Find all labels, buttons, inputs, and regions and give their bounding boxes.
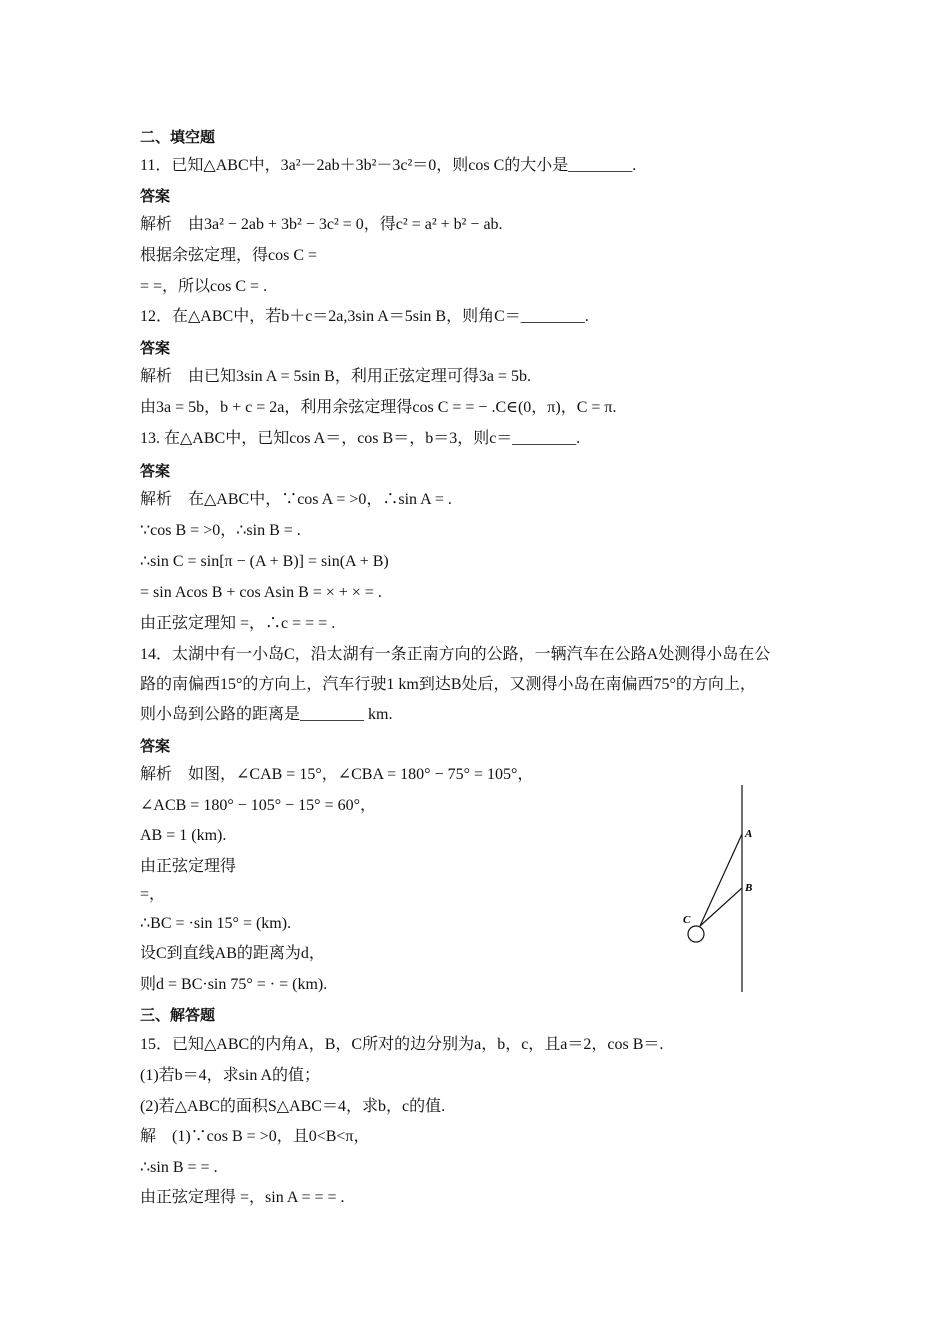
label-a: A bbox=[745, 828, 753, 840]
text-line: 设C到直线AB的距离为d， bbox=[140, 945, 325, 962]
text-line: 由正弦定理得 bbox=[140, 858, 237, 875]
text-line: = =，所以cos C = . bbox=[140, 278, 268, 295]
text-line: ∴BC = ·sin 15° = (km). bbox=[140, 915, 292, 932]
label-c: C bbox=[683, 914, 691, 926]
segment-cb bbox=[700, 888, 742, 926]
text-line: =， bbox=[140, 886, 166, 903]
island-road-figure bbox=[670, 780, 770, 1000]
text-line: 解 (1)∵cos B = >0，且0<B<π， bbox=[140, 1128, 370, 1145]
section-heading: 三、解答题 bbox=[140, 1006, 216, 1024]
text-line: ∠ACB = 180° − 105° − 15° = 60°， bbox=[140, 797, 376, 814]
text-line: 11．已知△ABC中，3a²－2ab＋3b²－3c²＝0，则cos C的大小是________. bbox=[140, 157, 637, 174]
text-line: 解析 在△ABC中，∵cos A = >0，∴sin A = . bbox=[140, 491, 452, 508]
section-heading: 答案 bbox=[140, 187, 171, 205]
segment-ca bbox=[700, 834, 742, 926]
text-line: 解析 如图，∠CAB = 15°，∠CBA = 180° − 75° = 105°， bbox=[140, 766, 534, 783]
section-heading: 答案 bbox=[140, 462, 171, 480]
text-line: 路的南偏西15°的方向上，汽车行驶1 km到达B处后，又测得小岛在南偏西75°的方向上， bbox=[140, 676, 756, 693]
text-line: ∵cos B = >0，∴sin B = . bbox=[140, 522, 301, 539]
text-line: 由3a = 5b，b + c = 2a，利用余弦定理得cos C = = − .C∈(0，π)，C = π. bbox=[140, 399, 617, 416]
island-circle bbox=[688, 926, 704, 942]
text-line: AB = 1 (km). bbox=[140, 827, 227, 844]
text-line: 13. 在△ABC中，已知cos A＝，cos B＝，b＝3，则c＝________. bbox=[140, 430, 581, 447]
text-line: ∴sin B = = . bbox=[140, 1159, 218, 1176]
text-line: 则小岛到公路的距离是________ km. bbox=[140, 706, 393, 723]
text-line: (1)若b＝4，求sin A的值； bbox=[140, 1067, 321, 1084]
text-line: 解析 由已知3sin A = 5sin B，利用正弦定理可得3a = 5b. bbox=[140, 368, 531, 385]
text-line: 14．太湖中有一小岛C，沿太湖有一条正南方向的公路，一辆汽车在公路A处测得小岛在公 bbox=[140, 646, 771, 663]
text-line: ∴sin C = sin[π − (A + B)] = sin(A + B) bbox=[140, 553, 389, 570]
text-line: 由正弦定理知 =，∴c = = = . bbox=[140, 615, 336, 632]
text-line: 解析 由3a² − 2ab + 3b² − 3c² = 0，得c² = a² + b² − ab. bbox=[140, 216, 503, 233]
text-line: 15．已知△ABC的内角A，B，C所对的边分别为a，b，c，且a＝2，cos B＝. bbox=[140, 1036, 664, 1053]
section-heading: 二、填空题 bbox=[140, 128, 216, 146]
text-line: 则d = BC·sin 75° = · = (km). bbox=[140, 976, 328, 993]
section-heading: 答案 bbox=[140, 339, 171, 357]
text-line: 根据余弦定理，得cos C = bbox=[140, 247, 318, 264]
section-heading: 答案 bbox=[140, 737, 171, 755]
label-b: B bbox=[745, 882, 753, 894]
text-line: 由正弦定理得 =，sin A = = = . bbox=[140, 1189, 345, 1206]
text-line: 12．在△ABC中，若b＋c＝2a,3sin A＝5sin B，则角C＝________. bbox=[140, 308, 589, 325]
text-line: = sin Acos B + cos Asin B = × + × = . bbox=[140, 584, 382, 601]
text-line: (2)若△ABC的面积S△ABC＝4，求b，c的值. bbox=[140, 1098, 446, 1115]
